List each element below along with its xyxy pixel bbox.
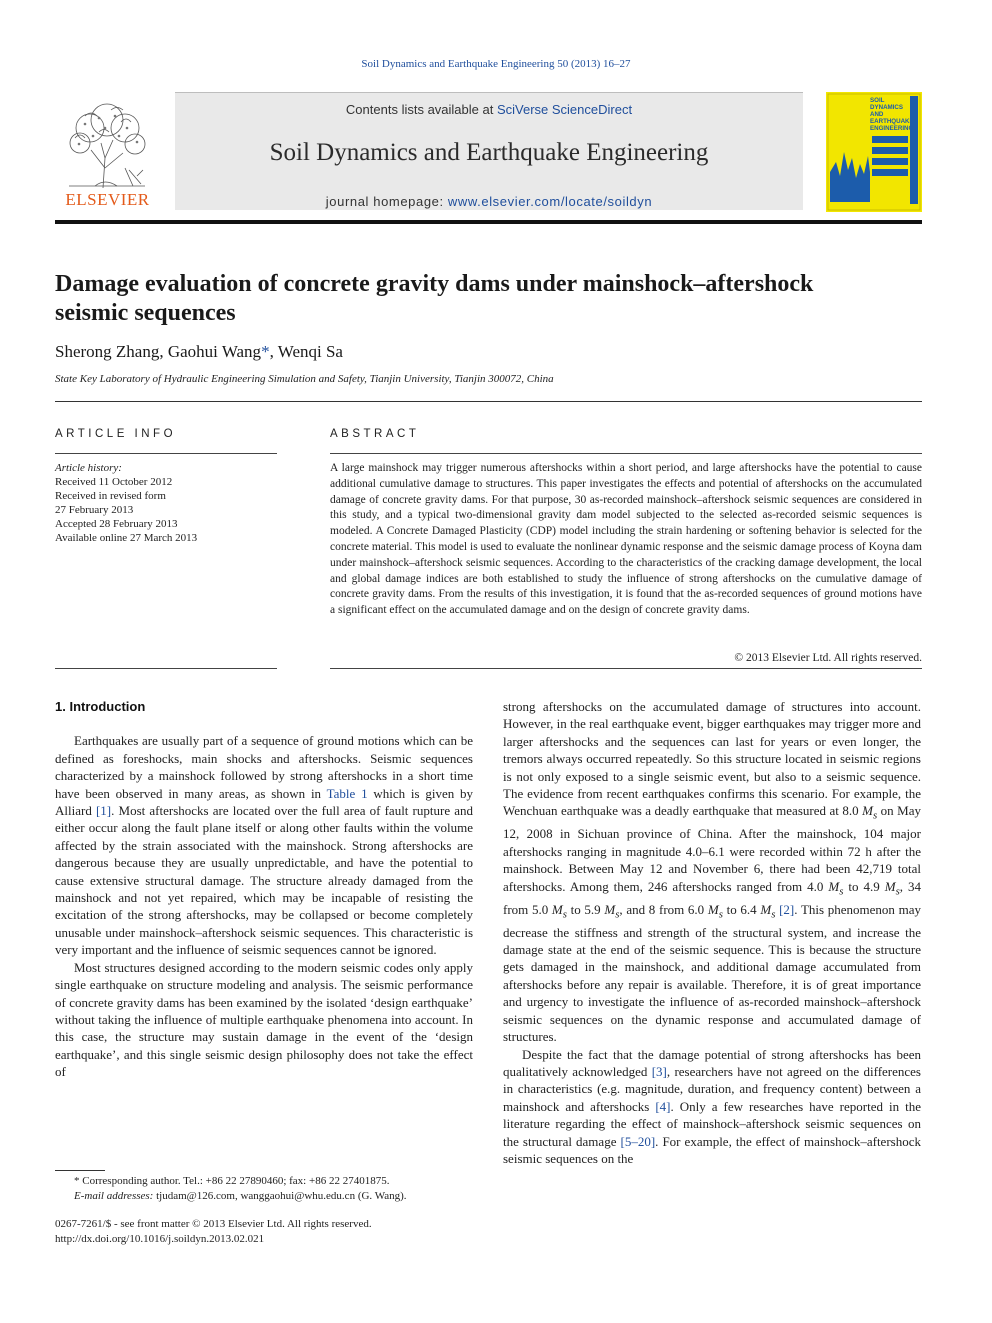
footnote-rule: [55, 1170, 105, 1171]
text-run: , 34 from 5.0: [503, 878, 922, 917]
article-info-rule-bottom: [55, 668, 277, 669]
magnitude-symbol: M: [884, 878, 896, 894]
tree-icon: [55, 98, 160, 193]
contents-line: [175, 102, 803, 117]
citation-link[interactable]: [4]: [655, 1098, 671, 1114]
text-run: to 4.9: [843, 878, 885, 894]
article-info-rule-top: [55, 453, 277, 454]
text-run: strong aftershocks on the accumulated damage of structures into account. However, in the real earthquake event, bigger earthquakes may trigger more and larger aftershocks and the sequences can last for years or even longer, the tremors always occurred repeatedly. So this structure located in seismic regions is not only exposed to a single seismic event, but also to a seismic sequence. The evidence from recent earthquakes confirms this scenario. For example, the Wenchuan earthquake was a deadly earthquake that measured at 8.0: [503, 699, 921, 819]
text-run: , and 8 from 6.0: [619, 901, 708, 917]
citation-link[interactable]: [1]: [95, 803, 112, 819]
homepage-line: [175, 194, 803, 209]
elsevier-tree-logo[interactable]: [55, 98, 160, 210]
text-run: to 5.9: [566, 901, 605, 917]
text-run: which is given by Alliard: [55, 785, 474, 819]
email-footnote: [55, 1189, 473, 1204]
corresponding-author-footnote: * Corresponding author. Tel.: +86 22 27890460; fax: +86 22 27401875.: [74, 1175, 390, 1187]
homepage-prefix: journal homepage:: [325, 194, 448, 209]
body-paragraph: [503, 698, 921, 1046]
history-label: Article history:: [55, 462, 122, 474]
article-title-line-2: seismic sequences: [55, 300, 236, 326]
citation-link[interactable]: [3]: [651, 1063, 667, 1079]
cover-title-line: AND: [870, 111, 884, 118]
article-info-heading: ARTICLE INFO: [55, 428, 177, 440]
magnitude-subscript: s: [615, 908, 620, 921]
table-1-link[interactable]: Table 1: [326, 785, 368, 801]
magnitude-subscript: s: [895, 885, 900, 898]
affiliation: State Key Laboratory of Hydraulic Engineering Simulation and Safety, Tianjin University, Tianjin 300072, China: [55, 373, 554, 385]
journal-cover-image: [826, 92, 922, 212]
masthead-rule: [55, 220, 922, 224]
magnitude-subscript: s: [718, 908, 723, 921]
running-head[interactable]: Soil Dynamics and Earthquake Engineering 50 (2013) 16–27: [361, 58, 631, 70]
body-paragraph: [55, 732, 473, 958]
section-heading-introduction: 1. Introduction: [55, 699, 146, 714]
magnitude-symbol: M: [828, 878, 840, 894]
email-addresses[interactable]: tjudam@126.com, wanggaohui@whu.edu.cn (G. Wang).: [153, 1189, 407, 1202]
issn-doi-block: [55, 1217, 372, 1246]
journal-cover-thumbnail[interactable]: [826, 92, 922, 212]
abstract-rule-bottom: [330, 668, 922, 669]
history-item: Received in revised form: [55, 490, 166, 502]
journal-masthead: [55, 92, 922, 212]
abstract-text: A large mainshock may trigger numerous aftershocks within a short period, and large aftershocks have the potential to cause additional cumulative damage to structures. This paper investigates the effects and potential of aftershocks on the accumulated damage of concrete gravity dams. For that purpose, 30 as-recorded mainshock–aftershock seismic sequences are considered in this study, and a typical two-dimensional gravity dam model subjected to the selected as-recorded seismic sequences is modeled. A Concrete Damaged Plasticity (CDP) model including the strain hardening or softening behavior is selected for the concrete material. This model is used to evaluate the nonlinear dynamic response and the seismic damage process of Koyna dam under mainshock–aftershock seismic sequences. According to the characteristics of the cracking damage development, the local and global damage indices are both established to study the influence of strong aftershocks on the cumulative damage of concrete gravity dams. From the results of this investigation, it is found that the as-recorded sequences of ground motions have a significant effect on the accumulated damage and on the design of concrete gravity dams.: [330, 462, 922, 617]
author-list: [55, 342, 343, 362]
journal-banner: [175, 92, 803, 210]
authors-names: Sherong Zhang, Gaohui Wang: [55, 342, 262, 361]
magnitude-subscript: s: [562, 908, 567, 921]
cover-title-line: ENGINEERING: [870, 125, 914, 132]
article-title-line-1: Damage evaluation of concrete gravity dams under mainshock–aftershock: [55, 271, 814, 297]
header-rule: [55, 401, 922, 402]
text-run: , researchers have not agreed on the differences in characteristics (e.g. magnitude, duration, and frequency content) between a mainshock and aftershocks: [503, 1063, 921, 1114]
journal-homepage-link[interactable]: www.elsevier.com/locate/soildyn: [447, 194, 653, 209]
body-column-left: [55, 698, 473, 1081]
article-title: [55, 270, 922, 328]
abstract-heading: ABSTRACT: [330, 428, 420, 440]
publisher-wordmark: ELSEVIER: [65, 190, 150, 209]
magnitude-symbol: M: [760, 901, 772, 917]
body-paragraph: Most structures designed according to the modern seismic codes only apply single earthquake on structure modeling and analysis. The seismic performance of concrete gravity dams has been examined by the isolated ‘design earthquake’ without taking the influence of multiple earthquake phenomena into account. In this case, the structure may sustain damage in the event of the ‘design earthquake’, and this single seismic design philosophy does not take the effect of: [55, 959, 473, 1080]
footnotes: [55, 1174, 473, 1203]
journal-title[interactable]: Soil Dynamics and Earthquake Engineering: [269, 139, 709, 166]
abstract-copyright: © 2013 Elsevier Ltd. All rights reserved.: [734, 652, 922, 664]
body-column-right: [503, 698, 921, 1167]
contents-prefix: Contents lists available at: [345, 102, 497, 117]
text-run: . Only a few researches have reported in the literature regarding the effect of mainshock–aftershock seismic sequences on the structural damage: [503, 1098, 921, 1149]
text-run: . This phenomenon may decrease the stiffness and strength of the structural system, and increase the damage state at the end of the seismic sequence. This is because the structure gets damaged in the mainshock, and additional damage accumulated from aftershocks before any repair is available. Therefore, it is of great importance and urgency to investigate the influence of as-recorded mainshock–aftershock seismic sequences on the dynamic response and accumulated damage of structures.: [503, 901, 921, 1045]
issn-line: 0267-7261/$ - see front matter © 2013 Elsevier Ltd. All rights reserved.: [55, 1218, 372, 1230]
cover-title-line: DYNAMICS: [870, 104, 904, 111]
text-run: to 6.4: [722, 901, 761, 917]
cover-title-line: SOIL: [870, 97, 885, 104]
magnitude-subscript: s: [872, 810, 878, 823]
body-paragraph: [503, 1046, 921, 1168]
doi-link[interactable]: http://dx.doi.org/10.1016/j.soildyn.2013.02.021: [55, 1232, 265, 1245]
magnitude-symbol: M: [862, 803, 873, 819]
history-item: 27 February 2013: [55, 504, 134, 516]
magnitude-subscript: s: [839, 885, 844, 898]
text-run: . Most aftershocks are located over the full area of fault rupture and either occur along the fault plane itself or along other faults within the volume affected by the strain associated with the mainshock. Strong aftershocks are dangerous because they are usually unpredictable, and have the potential to cause extensive structural damage. The structure already damaged from the mainshock and not yet repaired, which may be incapable of resisting the excitation of the strong aftershocks, may be collapsed or become completely unusable under mainshock–aftershock seismic sequences. This characteristic is very important and the influence of seismic sequences cannot be ignored.: [55, 803, 474, 958]
corresponding-author-mark[interactable]: *: [261, 342, 270, 361]
magnitude-symbol: M: [604, 901, 616, 917]
cover-title-line: EARTHQUAKE: [870, 118, 914, 125]
citation-link[interactable]: [5–20]: [620, 1133, 656, 1149]
authors-tail: , Wenqi Sa: [269, 342, 343, 361]
text-run: Despite the fact that the damage potential of strong aftershocks has been qualitatively acknowledged: [503, 1046, 921, 1079]
abstract-rule-top: [330, 453, 922, 454]
magnitude-symbol: M: [551, 901, 563, 917]
magnitude-subscript: s: [771, 908, 776, 921]
history-item: Received 11 October 2012: [55, 476, 173, 488]
text-run: Earthquakes are usually part of a sequence of ground motions which can be defined as foreshocks, main shocks and aftershocks. Seismic sequences characterized by a mainshock followed by strong aftershocks in a short time have been observed in many areas, as shown in: [55, 733, 473, 801]
article-history: [55, 461, 277, 545]
text-run: on May 12, 2008 in Sichuan province of China. After the mainshock, 104 major aftershocks ranging in magnitude 4.0–6.1 were recorded within 72 h after the mainshock. Between May 12 and November 6, there had been 42,719 total aftershocks. Among them, 246 aftershocks ranged from 4.0: [503, 803, 921, 894]
text-run: . For example, the effect of mainshock–aftershock seismic sequences on the: [503, 1133, 921, 1166]
sciencedirect-link[interactable]: SciVerse ScienceDirect: [496, 102, 633, 117]
history-item: Accepted 28 February 2013: [55, 518, 178, 530]
email-label: E-mail addresses:: [74, 1189, 154, 1202]
history-item: Available online 27 March 2013: [55, 532, 198, 544]
citation-link[interactable]: [2]: [779, 901, 795, 917]
magnitude-symbol: M: [707, 901, 719, 917]
